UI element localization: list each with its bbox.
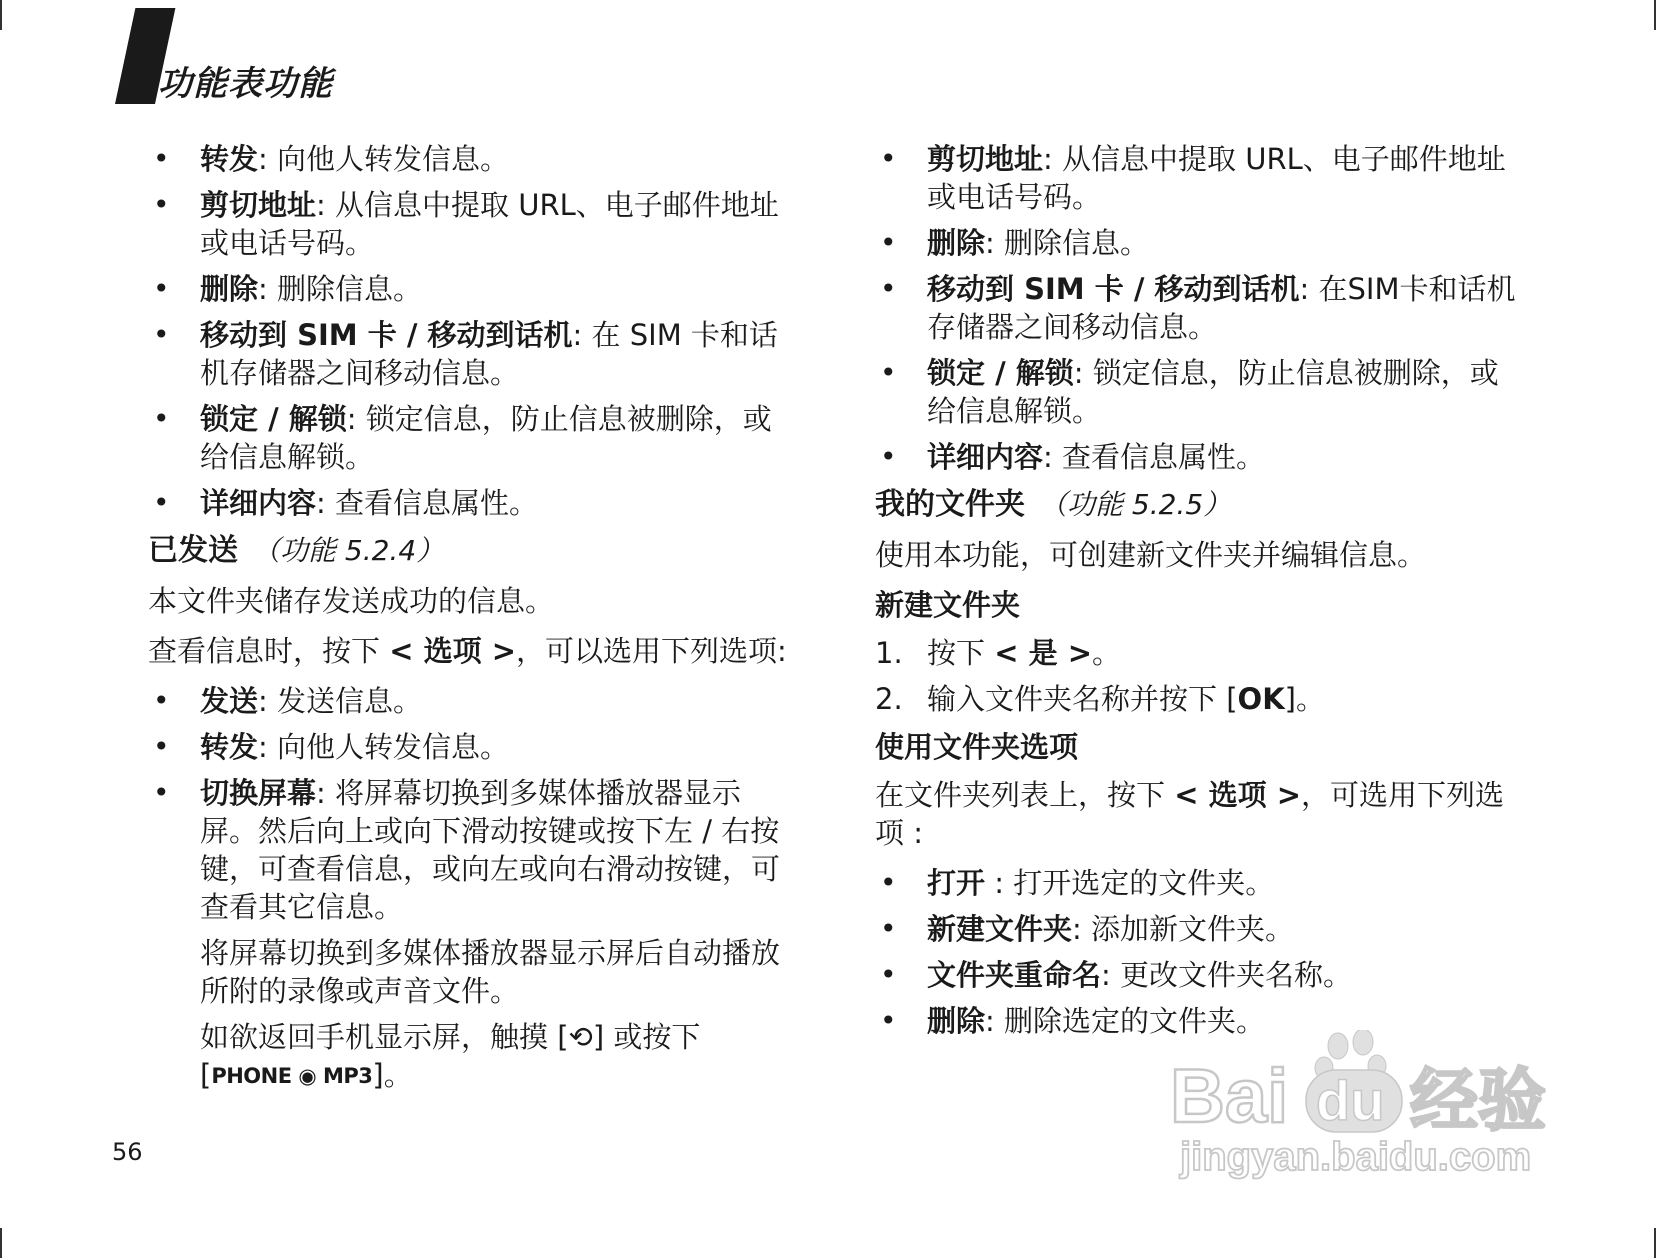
baidu-jingyan-watermark (1170, 1030, 1590, 1180)
text: [ (200, 1058, 212, 1092)
softkey-label: < 选项 > (1174, 778, 1302, 812)
item-sep: : (316, 486, 326, 520)
list-item (148, 316, 788, 392)
item-term: 删除 (927, 1004, 986, 1038)
item-term: 转发 (200, 730, 259, 764)
right-column (875, 140, 1525, 1048)
page-number: 56 (112, 1138, 143, 1166)
list-item (875, 140, 1525, 216)
item-term: 删除 (927, 226, 986, 260)
text: ]。 (372, 1058, 413, 1092)
bullet-icon: • (153, 142, 170, 175)
item-text: 查看信息属性。 (335, 486, 539, 520)
item-term: 剪切地址 (927, 142, 1044, 176)
item-sep: : (985, 1004, 995, 1038)
item-text: 删除信息。 (1004, 226, 1150, 260)
bullet-icon: • (153, 188, 170, 221)
item-term: 切换屏幕 (200, 776, 317, 810)
list-item (875, 956, 1525, 994)
svg-text:Bai: Bai (1170, 1054, 1289, 1139)
item-sep: : (316, 776, 326, 810)
list-item (148, 270, 788, 308)
left-column (148, 140, 788, 1103)
step-item (875, 680, 1525, 718)
item-term: 发送 (200, 684, 259, 718)
item-text: 从信息中提取 URL、电子邮件地址或电话号码。 (200, 188, 779, 260)
bullet-icon: • (880, 1004, 897, 1037)
text: 按下 (927, 636, 995, 670)
item-term: 转发 (200, 142, 259, 176)
item-text: 删除信息。 (277, 272, 423, 306)
text: ]。 (1284, 682, 1325, 716)
item-text: 锁定信息，防止信息被删除，或给信息解锁。 (927, 356, 1499, 428)
item-sep: : (1043, 142, 1053, 176)
item-sep: : (985, 226, 995, 260)
item-text: 在 SIM 卡和话机存储器之间移动信息。 (200, 318, 778, 390)
list-item (875, 270, 1525, 346)
list-item (875, 354, 1525, 430)
list-item (875, 438, 1525, 476)
softkey-label: < 是 > (994, 636, 1093, 670)
list-item (148, 484, 788, 522)
text: 查看信息时，按下 (148, 634, 390, 668)
bullet-icon: • (880, 440, 897, 473)
item-sep: : (258, 730, 268, 764)
item-text: 打开选定的文件夹。 (1013, 866, 1275, 900)
bullet-icon: • (153, 730, 170, 763)
item-sep: : (258, 684, 268, 718)
item-sep: : (346, 402, 357, 436)
item-text: 向他人转发信息。 (277, 730, 510, 764)
item-sep: : (1043, 440, 1053, 474)
crop-mark (0, 0, 2, 30)
bullet-icon: • (880, 226, 897, 259)
bullet-icon: • (880, 356, 897, 389)
indented-paragraph: 将屏幕切换到多媒体播放器显示屏后自动播放所附的录像或声音文件。 (200, 936, 781, 1008)
item-text: 将屏幕切换到多媒体播放器显示屏。然后向上或向下滑动按键或按下左 / 右按键，可查看信息，或向左或向右滑动按键，可查看其它信息。 (200, 776, 781, 924)
text: ，可选用下列选项 : (875, 778, 1505, 850)
svg-text:du: du (1316, 1069, 1385, 1132)
bullet-icon: • (880, 142, 897, 175)
text: 输入文件夹名称并按下 [ (927, 682, 1238, 716)
indented-paragraph (148, 1018, 788, 1095)
item-text: 添加新文件夹。 (1091, 912, 1295, 946)
section-heading (148, 532, 788, 570)
text: 。 (1092, 636, 1122, 670)
item-text: 在SIM卡和话机存储器之间移动信息。 (927, 272, 1516, 344)
list-item (875, 864, 1525, 902)
step-number: 2. (875, 682, 903, 716)
item-term: 文件夹重命名 (927, 958, 1102, 992)
item-text: 更改文件夹名称。 (1120, 958, 1353, 992)
bullet-icon: • (880, 866, 897, 899)
key-label: OK (1237, 682, 1285, 716)
bullet-icon: • (153, 402, 170, 435)
item-sep: : (316, 188, 326, 222)
bullet-icon: • (880, 912, 897, 945)
item-sep: : (985, 866, 1005, 900)
item-sep: : (1101, 958, 1111, 992)
list-item (148, 140, 788, 178)
list-item (148, 400, 788, 476)
item-sep: : (572, 318, 583, 352)
item-term: 详细内容 (927, 440, 1044, 474)
item-sep: : (1073, 356, 1084, 390)
item-term: 剪切地址 (200, 188, 317, 222)
item-sep: : (1299, 272, 1310, 306)
crop-mark (0, 1228, 2, 1258)
item-sep: : (258, 142, 268, 176)
bullet-icon: • (153, 318, 170, 351)
paragraph (875, 776, 1525, 852)
bullet-icon: • (153, 776, 170, 809)
subheading-new-folder: 新建文件夹 (875, 588, 1021, 622)
svg-text:jingyan.baidu.com: jingyan.baidu.com (1180, 1135, 1532, 1179)
svg-text:经验: 经验 (1410, 1062, 1547, 1141)
item-term: 打开 (927, 866, 986, 900)
bullet-icon: • (880, 272, 897, 305)
item-term: 移动到 SIM 卡 / 移动到话机 (200, 318, 573, 352)
item-text: 查看信息属性。 (1062, 440, 1266, 474)
text: 如欲返回手机显示屏，触摸 [ (200, 1020, 569, 1054)
step-item (875, 634, 1525, 672)
list-item (148, 186, 788, 262)
text: ，可以选用下列选项: (516, 634, 787, 668)
bullet-icon: • (153, 684, 170, 717)
step-number: 1. (875, 636, 903, 670)
section-heading (875, 486, 1525, 524)
list-item (148, 728, 788, 766)
paragraph: 使用本功能，可创建新文件夹并编辑信息。 (875, 538, 1427, 572)
back-icon: ⟲ (568, 1020, 593, 1054)
list-item (148, 682, 788, 720)
item-text: 向他人转发信息。 (277, 142, 510, 176)
item-term: 锁定 / 解锁 (200, 402, 347, 436)
list-item (875, 910, 1525, 948)
text: 在文件夹列表上，按下 (875, 778, 1175, 812)
item-term: 移动到 SIM 卡 / 移动到话机 (927, 272, 1300, 306)
item-sep: : (1072, 912, 1082, 946)
bullet-icon: • (153, 272, 170, 305)
text: ] 或按下 (592, 1020, 701, 1054)
phone-mp3-key: PHONE ◉ MP3 (211, 1064, 373, 1088)
bullet-icon: • (880, 958, 897, 991)
section-title: 已发送 (148, 533, 238, 568)
paragraph (148, 632, 788, 670)
item-text: 删除选定的文件夹。 (1004, 1004, 1266, 1038)
bullet-icon: • (153, 486, 170, 519)
item-term: 锁定 / 解锁 (927, 356, 1074, 390)
item-text: 从信息中提取 URL、电子邮件地址或电话号码。 (927, 142, 1506, 214)
item-text: 锁定信息，防止信息被删除，或给信息解锁。 (200, 402, 772, 474)
item-term: 详细内容 (200, 486, 317, 520)
softkey-label: < 选项 > (389, 634, 517, 668)
item-sep: : (258, 272, 268, 306)
item-term: 新建文件夹 (927, 912, 1073, 946)
item-text: 发送信息。 (277, 684, 423, 718)
subheading-folder-options: 使用文件夹选项 (875, 730, 1079, 764)
list-item (875, 224, 1525, 262)
page-header-title: 功能表功能 (158, 64, 333, 104)
paragraph: 本文件夹储存发送成功的信息。 (148, 584, 555, 618)
function-number: （功能 5.2.4） (252, 534, 445, 567)
list-item (148, 774, 788, 926)
item-term: 删除 (200, 272, 259, 306)
section-title: 我的文件夹 (875, 487, 1025, 522)
function-number: （功能 5.2.5） (1039, 488, 1232, 521)
